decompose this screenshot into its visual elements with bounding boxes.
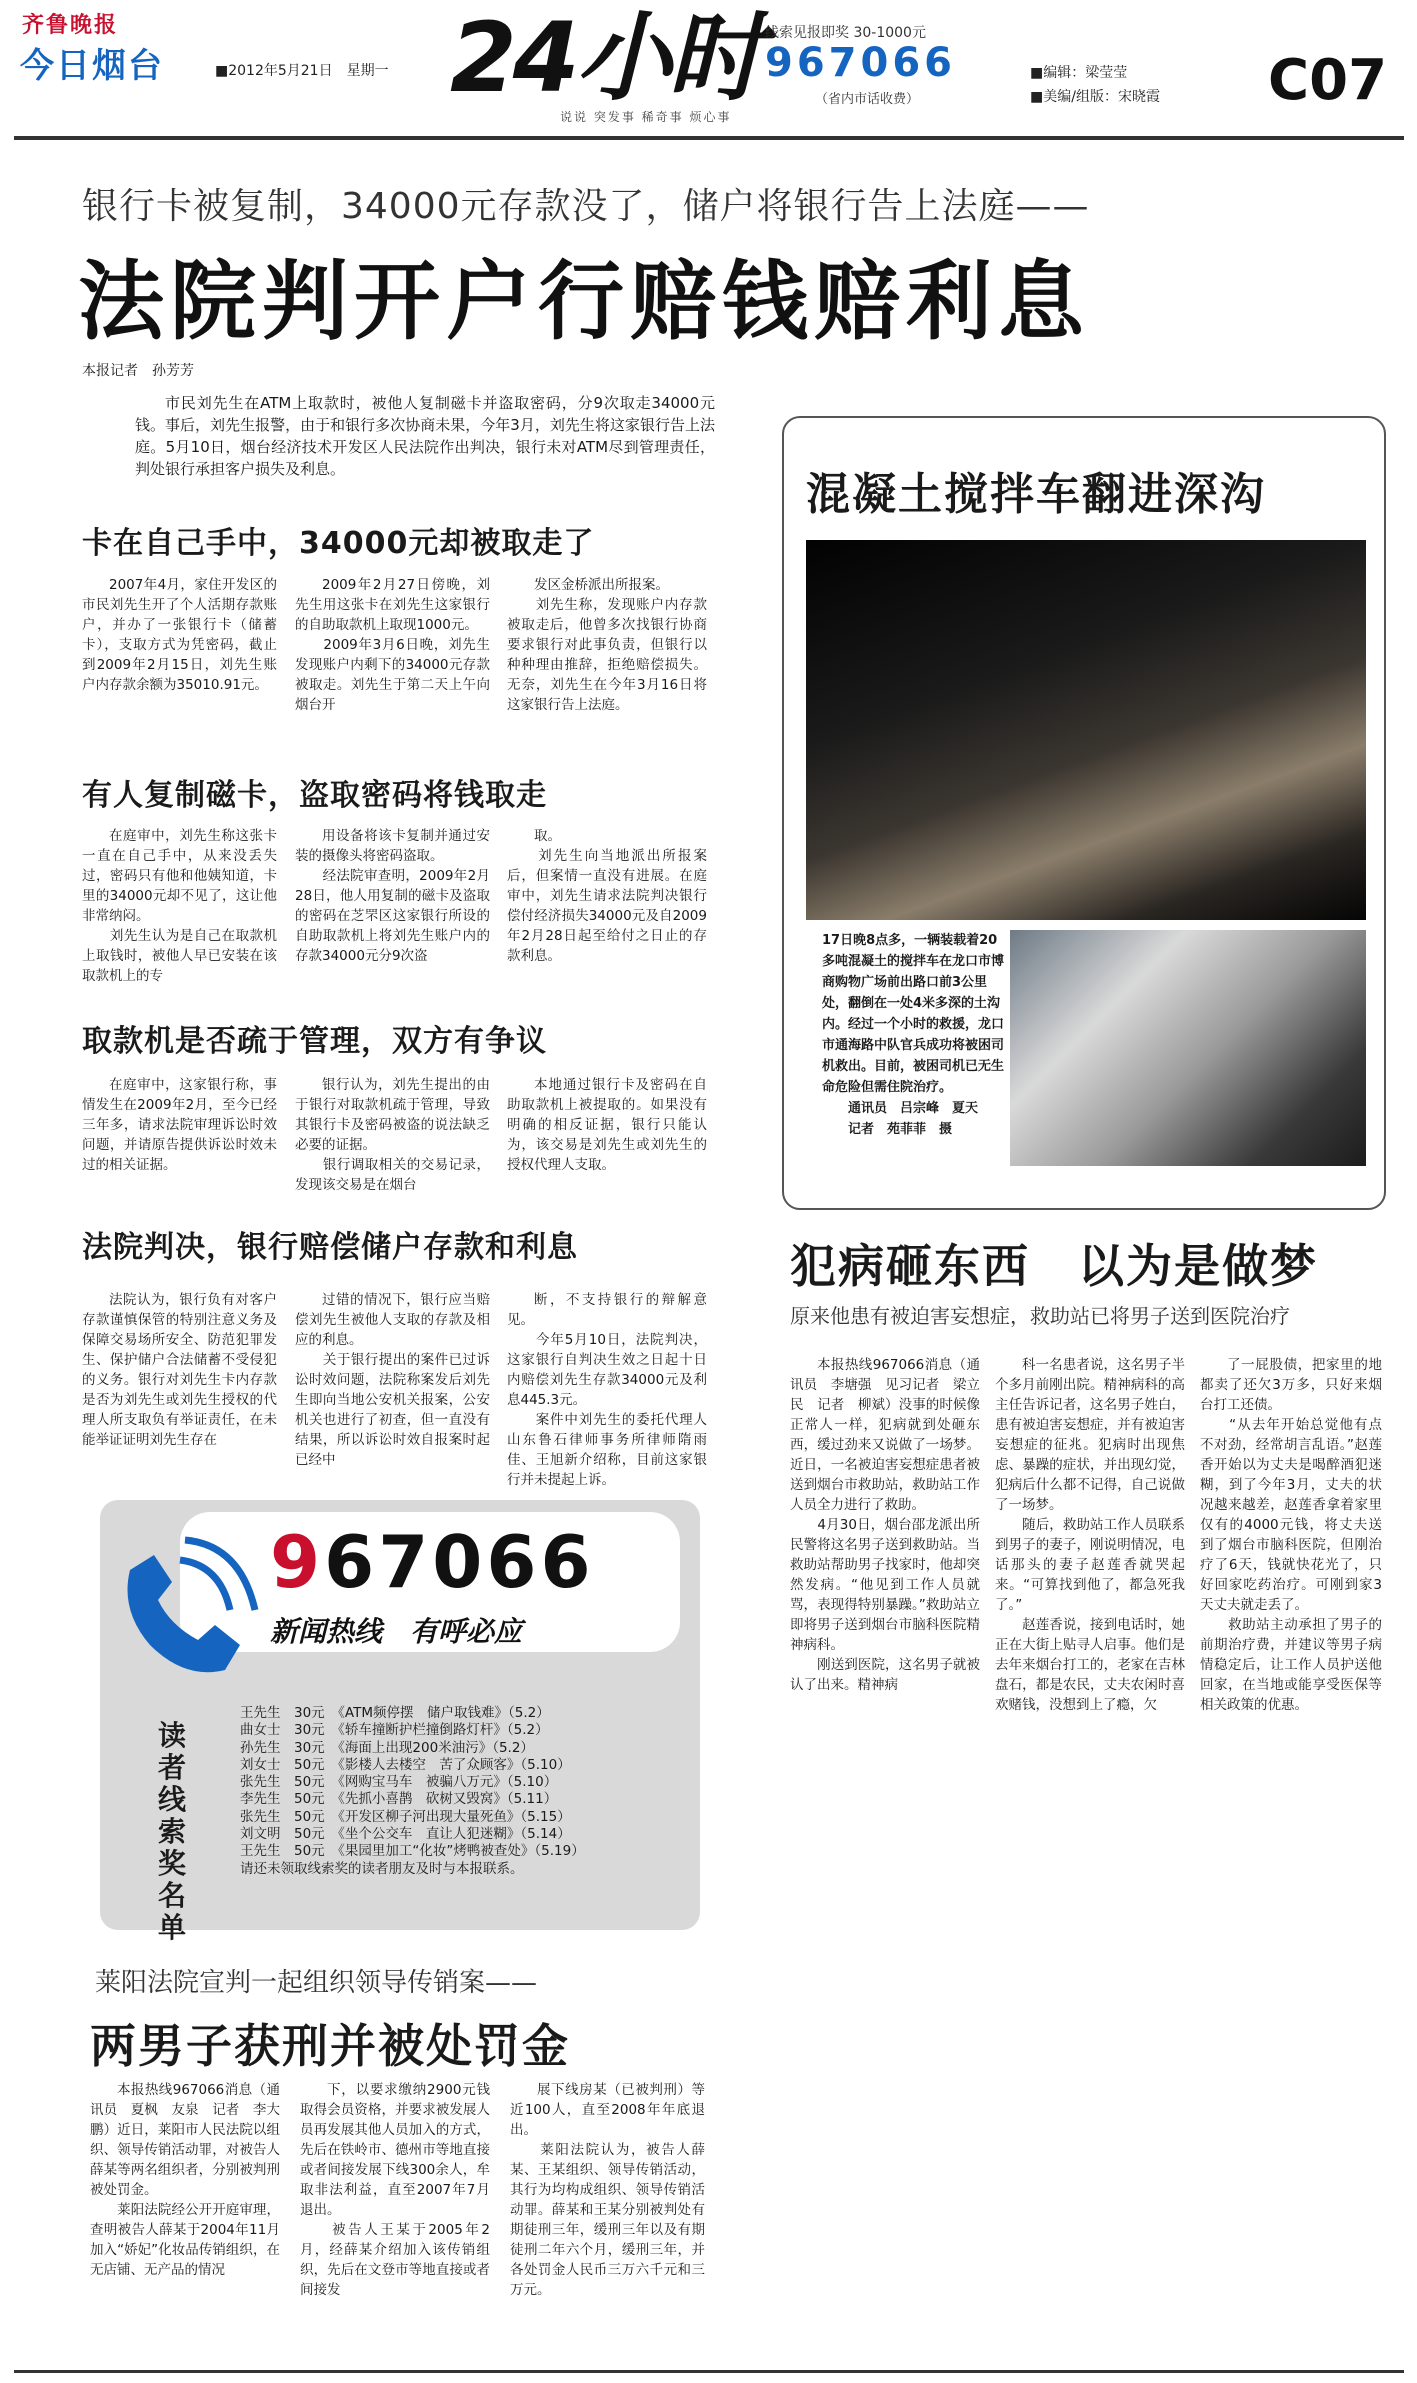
hotline-number: 967066 [765,40,956,86]
column-slogan: 说说 突发事 稀奇事 烦心事 [560,110,732,124]
article-column: 科一名患者说，这名男子半个多月前刚出院。精神病科的高主任告诉记者，这名男子姓白，患有被迫害妄想症，并有被迫害妄想症的征兆。犯病时出现焦虑、暴躁的症状，并出现幻觉，犯病后什么都不记得，自己说做了一场梦。 随后，救助站工作人员联系到男子的妻子，刚说明情况，电话那头的妻子赵莲香就哭起来。“可算找到他了，都急死我了。” 赵莲香说，接到电话时，她正在大街上贴寻人启事。他们是去年来烟台打工的，老家在吉林盘石，都是农民，丈夫农闲时喜欢赌钱，没想到上了瘾，欠 [995,1357,1185,1713]
reward-item: 王先生 30元 《ATM频停摆 储户取钱难》（5.2） [240,1705,550,1721]
column-logo: 24小时 [450,2,760,114]
article-column: 本报热线967066消息（通讯员 李塘强 见习记者 梁立民 记者 柳斌）没事的时候像正常人一样，犯病就到处砸东西，缓过劲来又说做了一场梦。近日，一名被迫害妄想症患者被送到烟台市救助站，救助站工作人员全力进行了救助。 4月30日，烟台邵龙派出所民警将这名男子送到救助站。当救助站帮助男子找家时，他却突然发病。“他见到工作人员就骂，表现得特别暴躁。”救助站立即将男子送到烟台市脑科医院精神病科。 刚送到医院，这名男子就被认了出来。精神病 [790,1357,980,1693]
article-column: 本地通过银行卡及密码在自助取款机上被提取的。如果没有明确的相反证据，银行只能认为，该交易是刘先生或刘先生的授权代理人支取。 [507,1077,707,1173]
rewards-footer: 请还未领取线索奖的读者朋友及时与本报联系。 [240,1860,524,1877]
phone-icon [110,1530,270,1680]
header-rule [14,136,1404,140]
reward-item: 李先生 50元 《先抓小喜鹊 砍树又毁窝》（5.11） [240,1791,558,1808]
editor-credit: ■编辑：梁莹莹 [1030,65,1128,81]
reward-item: 孙先生 30元 《海面上出现200米油污》（5.2） [240,1739,534,1756]
reward-item: 刘文明 50元 《坐个公交车 直让人犯迷糊》（5.14） [240,1826,571,1843]
article-column: 在庭审中，刘先生称这张卡一直在自己手中，从来没丢失过，密码只有他和他姨知道，卡里的34000元却不见了，这让他非常纳闷。 刘先生认为是自己在取款机上取钱时，被他人早已安装在该取款机上的专 [82,828,277,984]
page-number: C07 [1268,48,1388,113]
patient-story-headline: 犯病砸东西 以为是做梦 [790,1239,1318,1293]
section-heading: 有人复制磁卡，盗取密码将钱取走 [82,778,547,813]
hotline-big-number: 967066 [270,1520,595,1604]
article-column: 本报热线967066消息（通讯员 夏枫 友泉 记者 李大鹏）近日，莱阳市人民法院以组织、领导传销活动罪，对被告人薛某等两名组织者，分别被判刑被处罚金。 莱阳法院经公开开庭审理，查明被告人薛某于2004年11月加入“娇妃”化妆品传销组织，在无店铺、无产品的情况 [90,2082,280,2278]
photo-credit: 记者 苑菲菲 摄 [848,1122,953,1137]
laiyang-headline: 两男子获刑并被处罚金 [90,2019,570,2073]
article-column: 2007年4月，家住开发区的市民刘先生开了个人活期存款账户，并办了一张银行卡（储蓄卡），支取方式为凭密码，截止到2009年2月15日，刘先生账户内存款余额为35010.91元。 [82,577,277,693]
hotline-label: 线索见报即奖 30-1000元 [765,25,926,41]
article-column: 在庭审中，这家银行称，事情发生在2009年2月，至今已经三年多，请求法院审理诉讼时效问题，并请原告提供诉讼时效未过的相关证据。 [82,1077,277,1173]
section-title: 今日烟台 [20,46,164,86]
photo-story-headline: 混凝土搅拌车翻进深沟 [806,469,1266,520]
article-column: 法院认为，银行负有对客户存款谨慎保管的特别注意义务及保障交易场所安全、防范犯罪发生、保护储户合法储蓄不受侵犯的义务。银行对刘先生卡内存款是否为刘先生或刘先生授权的代理人所支取负有举证责任，在未能举证证明刘先生存在 [82,1292,277,1448]
laiyang-kicker: 莱阳法院宣判一起组织领导传销案—— [95,1968,538,1998]
hotline-slogan: 新闻热线 有呼必应 [270,1615,523,1648]
section-heading: 法院判决，银行赔偿储户存款和利息 [82,1230,578,1265]
mixer-truck-photo [806,540,1366,920]
issue-date: ■2012年5月21日 星期一 [215,63,389,79]
patient-story-subhead: 原来他患有被迫害妄想症，救助站已将男子送到医院治疗 [790,1304,1290,1328]
section-heading: 卡在自己手中，34000元却被取走了 [82,526,595,561]
article-column: 2009年2月27日傍晚，刘先生用这张卡在刘先生这家银行的自助取款机上取现1000元。 2009年3月6日晚，刘先生发现账户内剩下的34000元存款被取走。刘先生于第二天上午向烟台开 [295,577,490,713]
article-column: 银行认为，刘先生提出的由于银行对取款机疏于管理，导致其银行卡及密码被盗的说法缺乏必要的证据。 银行调取相关的交易记录，发现该交易是在烟台 [295,1077,490,1193]
main-byline: 本报记者 孙芳芳 [82,363,194,379]
rewards-title: 读者线索奖名单 [158,1719,187,1944]
reward-item: 王先生 50元 《果园里加工“化妆”烤鸭被查处》（5.19） [240,1843,585,1860]
main-lead: 市民刘先生在ATM上取款时，被他人复制磁卡并盗取密码，分9次取走34000元钱。事后，刘先生报警，由于和银行多次协商未果，今年3月，刘先生将这家银行告上法庭。5月10日，烟台经济技术开发区人民法院作出判决，银行未对ATM尽到管理责任，判处银行承担客户损失及利息。 [135,394,715,478]
article-column: 了一屁股债，把家里的地都卖了还欠3万多，只好来烟台打工还债。 “从去年开始总觉他有点不对劲，经常胡言乱语。”赵莲香开始以为丈夫是喝醉酒犯迷糊，到了今年3月，丈夫的状况越来越差，赵莲香拿着家里仅有的4000元钱，将丈夫送到了烟台市脑科医院，但刚治疗了6天，钱就快花光了，只好回家吃药治疗。可刚到家3天丈夫就走丢了。 救助站主动承担了男子的前期治疗费，并建议等男子病情稳定后，让工作人员护送他回家，在当地或能享受医保等相关政策的优惠。 [1200,1357,1382,1713]
article-column: 下，以要求缴纳2900元钱取得会员资格，并要求被发展人员再发展其他人员加入的方式，先后在铁岭市、德州市等地直接或者间接发展下线300余人，牟取非法利益，直至2007年7月退出。 被告人王某于2005年2月，经薛某介绍加入该传销组织，先后在文登市等地直接或者间接发 [300,2082,490,2298]
main-kicker: 银行卡被复制，34000元存款没了，储户将银行告上法庭—— [82,186,1090,227]
rewards-list [240,1705,585,1878]
article-column: 发区金桥派出所报案。 刘先生称，发现账户内存款被取走后，他曾多次找银行协商要求银行对此事负责，但银行以种种理由推辞，拒绝赔偿损失。无奈，刘先生在今年3月16日将这家银行告上法庭。 [507,577,707,713]
article-column: 断，不支持银行的辩解意见。 今年5月10日，法院判决，这家银行自判决生效之日起十日内赔偿刘先生存款34000元及利息445.3元。 案件中刘先生的委托代理人山东鲁石律师事务所律师隋雨佳、王旭新介绍称，目前这家银行并未提起上诉。 [507,1292,707,1488]
article-column: 用设备将该卡复制并通过安装的摄像头将密码盗取。 经法院审查明，2009年2月28日，他人用复制的磁卡及盗取的密码在芝罘区这家银行所设的自助取款机上将刘先生账户内的存款34000元分9次盗 [295,828,490,964]
reward-item: 张先生 50元 《开发区柳子河出现大量死鱼》（5.15） [240,1808,571,1825]
rescue-photo [1010,930,1366,1166]
reward-item: 刘女士 50元 《影楼人去楼空 苦了众顾客》（5.10） [240,1756,571,1773]
designer-credit: ■美编/组版：宋晓霞 [1030,89,1160,105]
article-column: 展下线房某（已被判刑）等近100人，直至2008年年底退出。 莱阳法院认为，被告人薛某、王某组织、领导传销活动，其行为均构成组织、领导传销活动罪。薛某和王某分别被判处有期徒刑三年，缓刑三年以及有期徒刑二年六个月，缓刑三年，并各处罚金人民币三万六千元和三万元。 [510,2082,705,2298]
section-heading: 取款机是否疏于管理，双方有争议 [82,1024,547,1059]
article-column: 过错的情况下，银行应当赔偿刘先生被他人支取的存款及相应的利息。 关于银行提出的案件已过诉讼时效问题，法院称案发后刘先生即向当地公安机关报案，公安机关也进行了初查，但一直没有结果，所以诉讼时效自报案时起已经中 [295,1292,490,1468]
main-headline: 法院判开户行赔钱赔利息 [78,252,1090,352]
hotline-note: （省内市话收费） [815,92,920,107]
photo-caption: 17日晚8点多，一辆装载着20多吨混凝土的搅拌车在龙口市博商购物广场前出路口前3公里处，翻倒在一处4米多深的土沟内。经过一个小时的救援，龙口市通海路中队官兵成功将被困司机救出。目前，被困司机已无生命危险但需住院治疗。 通讯员 吕宗峰 夏天 记者 苑菲菲 摄 [822,933,1005,1137]
footer-rule [14,2370,1404,2373]
article-column: 取。 刘先生向当地派出所报案后，但案情一直没有进展。在庭审中，刘先生请求法院判决银行偿付经济损失34000元及自2009年2月28日起至给付之日止的存款利息。 [507,828,707,964]
newspaper-name: 齐鲁晚报 [22,12,119,38]
photo-credit: 通讯员 吕宗峰 夏天 [848,1101,979,1116]
reward-item: 曲女士 30元 《轿车撞断护栏撞倒路灯杆》（5.2） [240,1722,549,1739]
reward-item: 张先生 50元 《网购宝马车 被骗八万元》（5.10） [240,1774,558,1791]
